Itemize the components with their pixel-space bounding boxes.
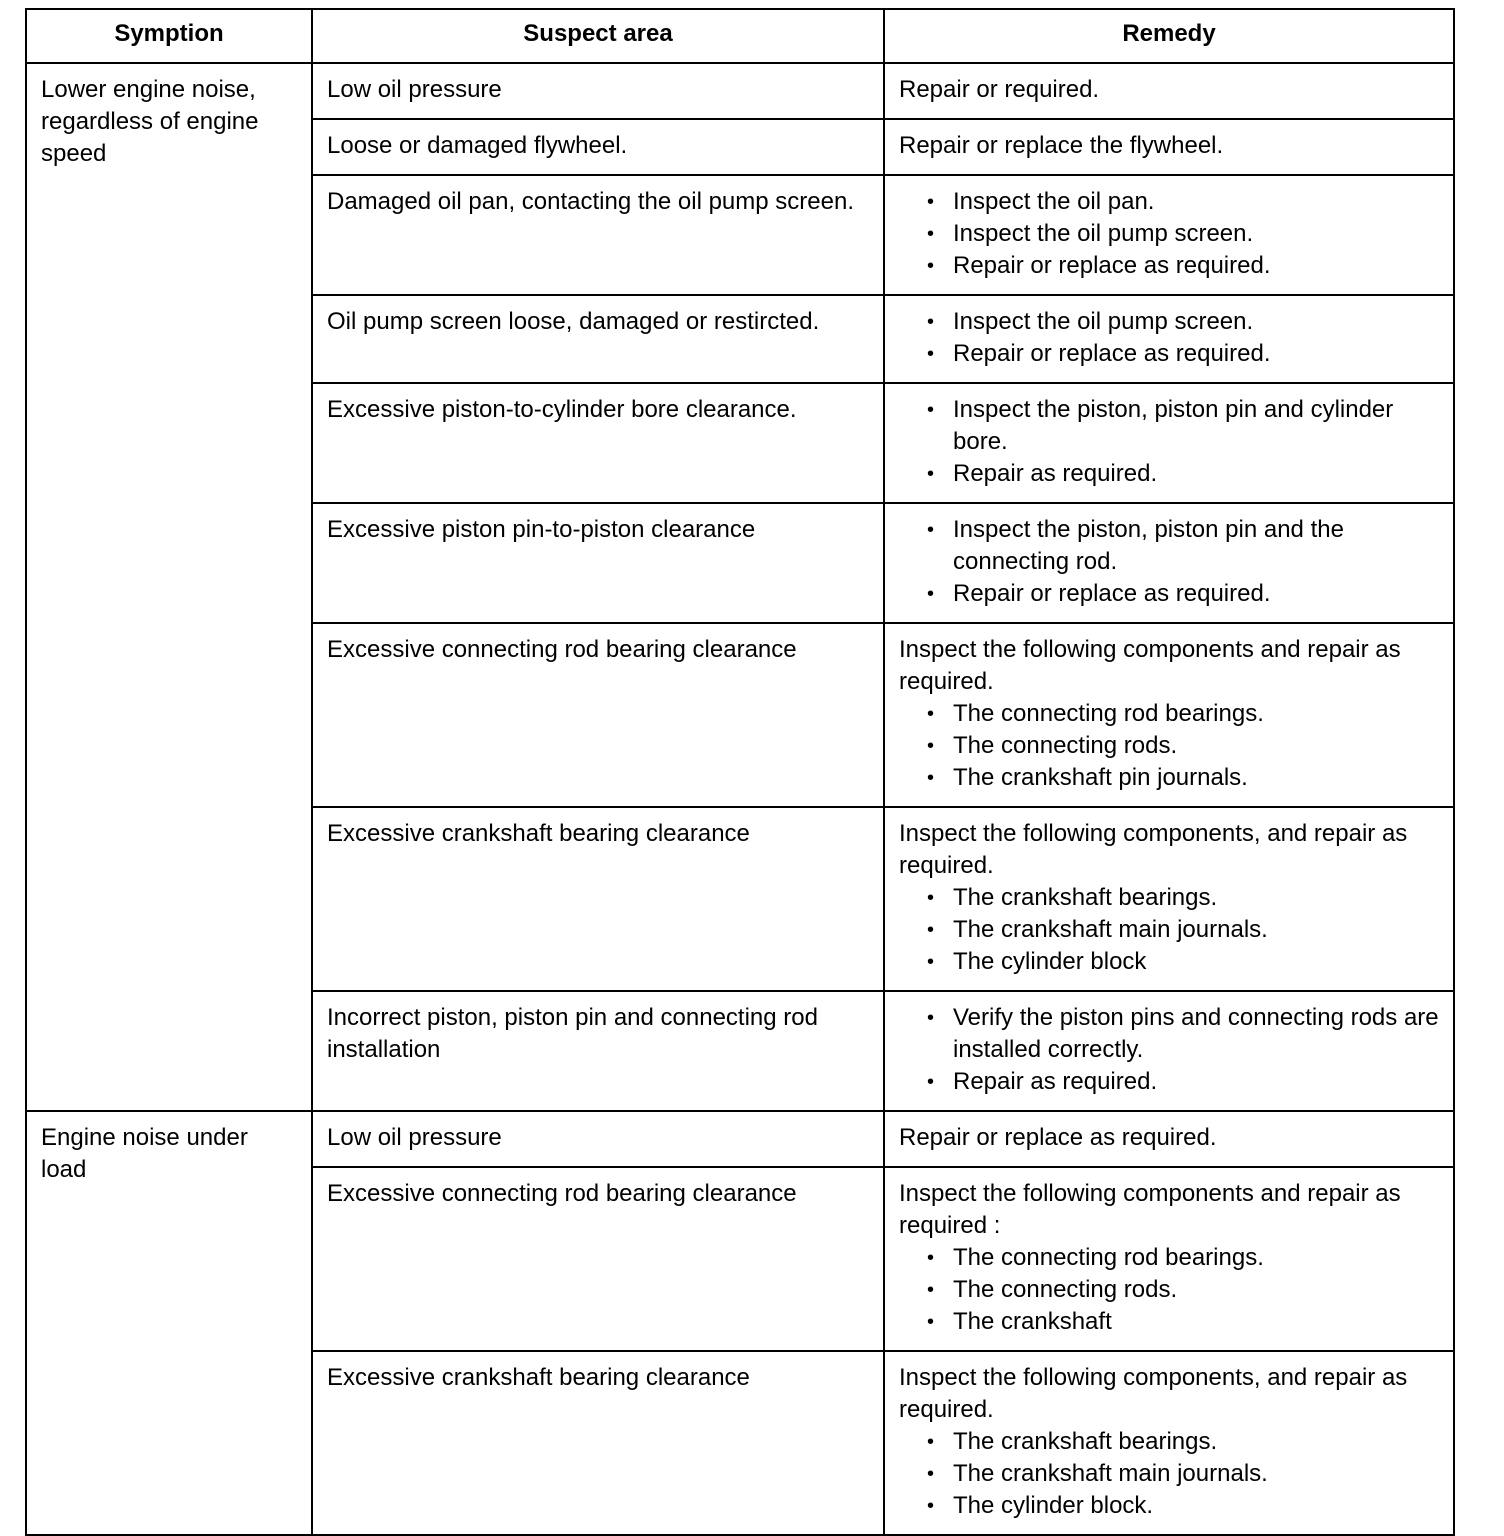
remedy-bullet-item: • Verify the piston pins and connecting rods are installed correctly. [953,1002,1439,1066]
suspect-area-cell: Oil pump screen loose, damaged or restircted. [312,295,884,383]
remedy-bullet-item: • The crankshaft main journals. [953,914,1439,946]
suspect-area-cell: Excessive piston-to-cylinder bore clearance. [312,383,884,503]
remedy-cell [884,503,1454,623]
remedy-text: Inspect the following components, and repair as required. [899,1364,1408,1423]
remedy-bullet-item: • The crankshaft bearings. [953,882,1439,914]
remedy-bullet-item: • The crankshaft main journals. [953,1458,1439,1490]
header-remedy: Remedy [884,9,1454,63]
remedy-cell [884,383,1454,503]
remedy-text: Inspect the following components and repair as required. [899,636,1401,695]
header-suspect-area: Suspect area [312,9,884,63]
remedy-cell [884,175,1454,295]
suspect-area-cell: Damaged oil pan, contacting the oil pump screen. [312,175,884,295]
remedy-bullet-list [899,306,1439,370]
remedy-bullet-item: • Inspect the oil pump screen. [953,306,1439,338]
remedy-cell [884,991,1454,1111]
remedy-bullet-list [899,1242,1439,1338]
remedy-bullet-item: • The connecting rods. [953,1274,1439,1306]
remedy-text: Inspect the following components and repair as required : [899,1180,1401,1239]
remedy-cell [884,1351,1454,1535]
remedy-text: Repair or replace the flywheel. [899,132,1224,159]
remedy-cell [884,1111,1454,1167]
remedy-cell [884,1167,1454,1351]
remedy-text: Inspect the following components, and repair as required. [899,820,1408,879]
remedy-bullet-item: • Inspect the piston, piston pin and cylinder bore. [953,394,1439,458]
remedy-text: Repair or replace as required. [899,1124,1217,1151]
header-symptom: Symption [26,9,312,63]
remedy-cell [884,119,1454,175]
symptom-cell: Lower engine noise, regardless of engine speed [26,63,312,1111]
remedy-bullet-item: • The crankshaft pin journals. [953,762,1439,794]
remedy-bullet-item: • The connecting rod bearings. [953,1242,1439,1274]
suspect-area-cell: Loose or damaged flywheel. [312,119,884,175]
remedy-bullet-list [899,186,1439,282]
table-body [26,63,1454,1535]
remedy-bullet-item: • Repair as required. [953,1066,1439,1098]
remedy-bullet-item: • Repair or replace as required. [953,578,1439,610]
remedy-bullet-item: • Inspect the oil pump screen. [953,218,1439,250]
table-row [26,1111,1454,1167]
remedy-cell [884,623,1454,807]
diagnosis-table [25,8,1455,1536]
remedy-bullet-item: • Inspect the piston, piston pin and the connecting rod. [953,514,1439,578]
remedy-bullet-item: • Repair or replace as required. [953,338,1439,370]
remedy-bullet-item: • The crankshaft bearings. [953,1426,1439,1458]
remedy-cell [884,63,1454,119]
suspect-area-cell: Excessive connecting rod bearing clearance [312,1167,884,1351]
table-header [26,9,1454,63]
suspect-area-cell: Excessive crankshaft bearing clearance [312,1351,884,1535]
remedy-bullet-list [899,1426,1439,1522]
remedy-bullet-list [899,514,1439,610]
table-row [26,63,1454,119]
suspect-area-cell: Excessive crankshaft bearing clearance [312,807,884,991]
suspect-area-cell: Low oil pressure [312,63,884,119]
remedy-bullet-item: • The cylinder block [953,946,1439,978]
remedy-bullet-item: • Inspect the oil pan. [953,186,1439,218]
remedy-bullet-item: • The cylinder block. [953,1490,1439,1522]
remedy-bullet-list [899,882,1439,978]
remedy-bullet-list [899,698,1439,794]
suspect-area-cell: Low oil pressure [312,1111,884,1167]
remedy-text: Repair or required. [899,76,1100,103]
remedy-bullet-item: • The crankshaft [953,1306,1439,1338]
remedy-bullet-item: • Repair or replace as required. [953,250,1439,282]
header-row [26,9,1454,63]
remedy-cell [884,295,1454,383]
symptom-cell: Engine noise under load [26,1111,312,1535]
remedy-bullet-item: • The connecting rod bearings. [953,698,1439,730]
suspect-area-cell: Excessive piston pin-to-piston clearance [312,503,884,623]
remedy-bullet-item: • Repair as required. [953,458,1439,490]
suspect-area-cell: Incorrect piston, piston pin and connecting rod installation [312,991,884,1111]
suspect-area-cell: Excessive connecting rod bearing clearance [312,623,884,807]
remedy-bullet-item: • The connecting rods. [953,730,1439,762]
remedy-bullet-list [899,394,1439,490]
remedy-cell [884,807,1454,991]
remedy-bullet-list [899,1002,1439,1098]
